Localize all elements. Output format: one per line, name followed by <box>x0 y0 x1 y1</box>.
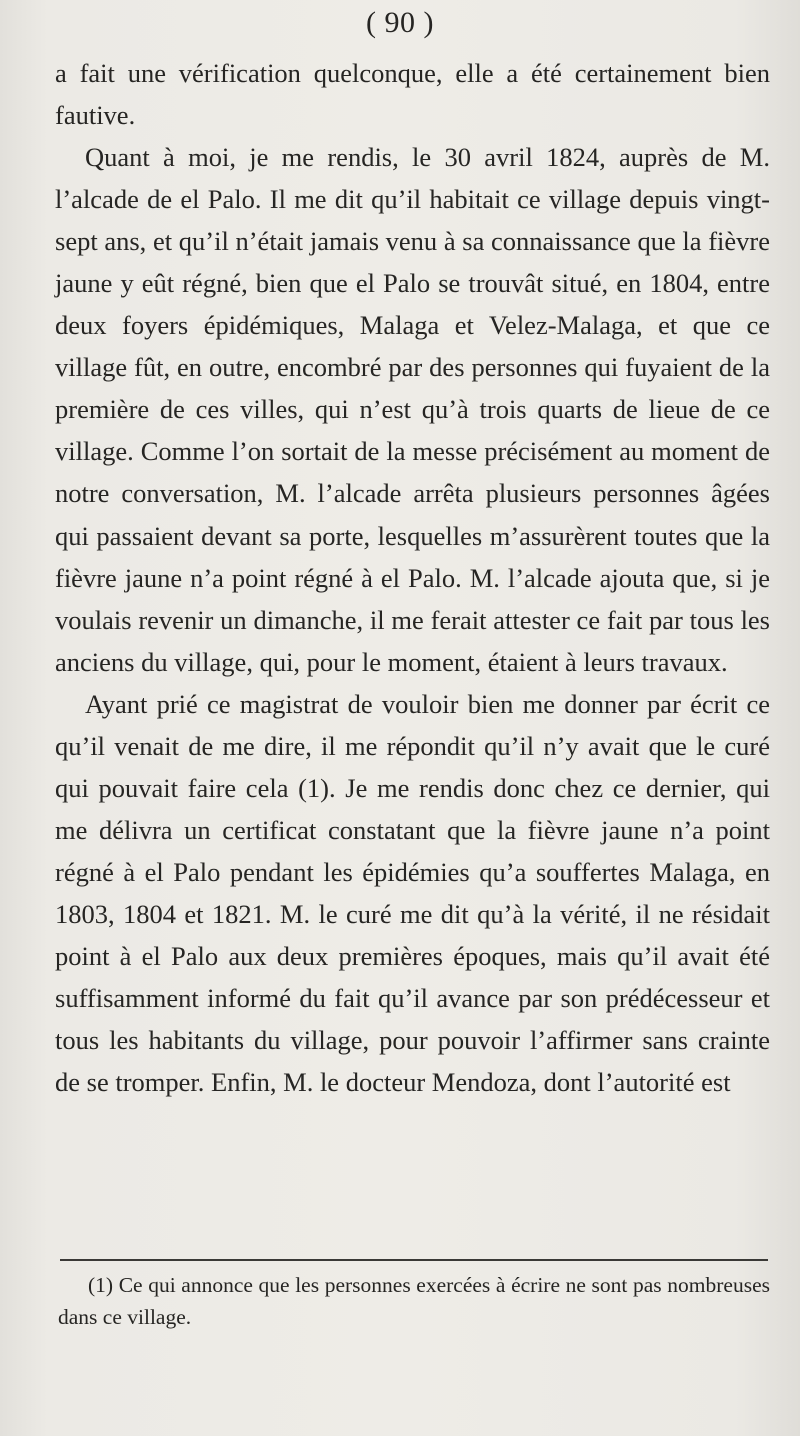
paragraph-cure-certificate: Ayant prié ce magistrat de vouloir bien me donner par écrit ce qu’il venait de me dire, il me répondit qu’il n’y avait que le curé qui pouvait faire cela (1). Je me rendis donc chez ce dernier, qui me délivra un certificat constatant que la fièvre jaune n’a point régné à el Palo pendant les épidémies qu’a souffertes Malaga, en 1803, 1804 et 1821. M. le curé me dit qu’à la vérité, il ne résidait point à el Palo aux deux premières époques, mais qu’il avait été suffisamment informé du fait qu’il avance par son prédécesseur et tous les habitants du village, pour pouvoir l’affirmer sans crainte de se tromper. Enfin, M. le docteur Mendoza, dont l’autorité est <box>55 688 770 1098</box>
paragraph-alcade-visit: Quant à moi, je me rendis, le 30 avril 1824, auprès de M. l’alcade de el Palo. Il me dit qu’il habitait ce village depuis vingt-sept ans, et qu’il n’était jamais venu à sa connaissance que la fièvre jaune y eût régné, bien que el Palo se trouvât situé, en 1804, entre deux foyers épidémiques, Malaga et Velez-Malaga, et que ce village fût, en outre, encombré par des personnes qui fuyaient de la première de ces villes, qui n’est qu’à trois quarts de lieue de ce village. Comme l’on sortait de la messe précisément au moment de notre conversation, M. l’alcade arrêta plusieurs personnes âgées qui passaient devant sa porte, lesquelles m’assurèrent toutes que la fièvre jaune n’a point régné à el Palo. M. l’alcade ajouta que, si je voulais revenir un dimanche, il me ferait attester ce fait par tous les anciens du village, qui, pour le moment, étaient à leurs travaux. <box>55 142 770 677</box>
footnote <box>58 1269 770 1333</box>
footnote-divider <box>60 1259 768 1261</box>
page-number: ( 90 ) <box>366 6 434 39</box>
paragraph-continuation: a fait une vérification quelconque, elle a été certainement bien fautive. <box>55 58 770 131</box>
main-text <box>55 52 770 1103</box>
footnote-text: (1) Ce qui annonce que les personnes exercées à écrire ne sont pas nombreuses dans ce village. <box>58 1273 770 1329</box>
